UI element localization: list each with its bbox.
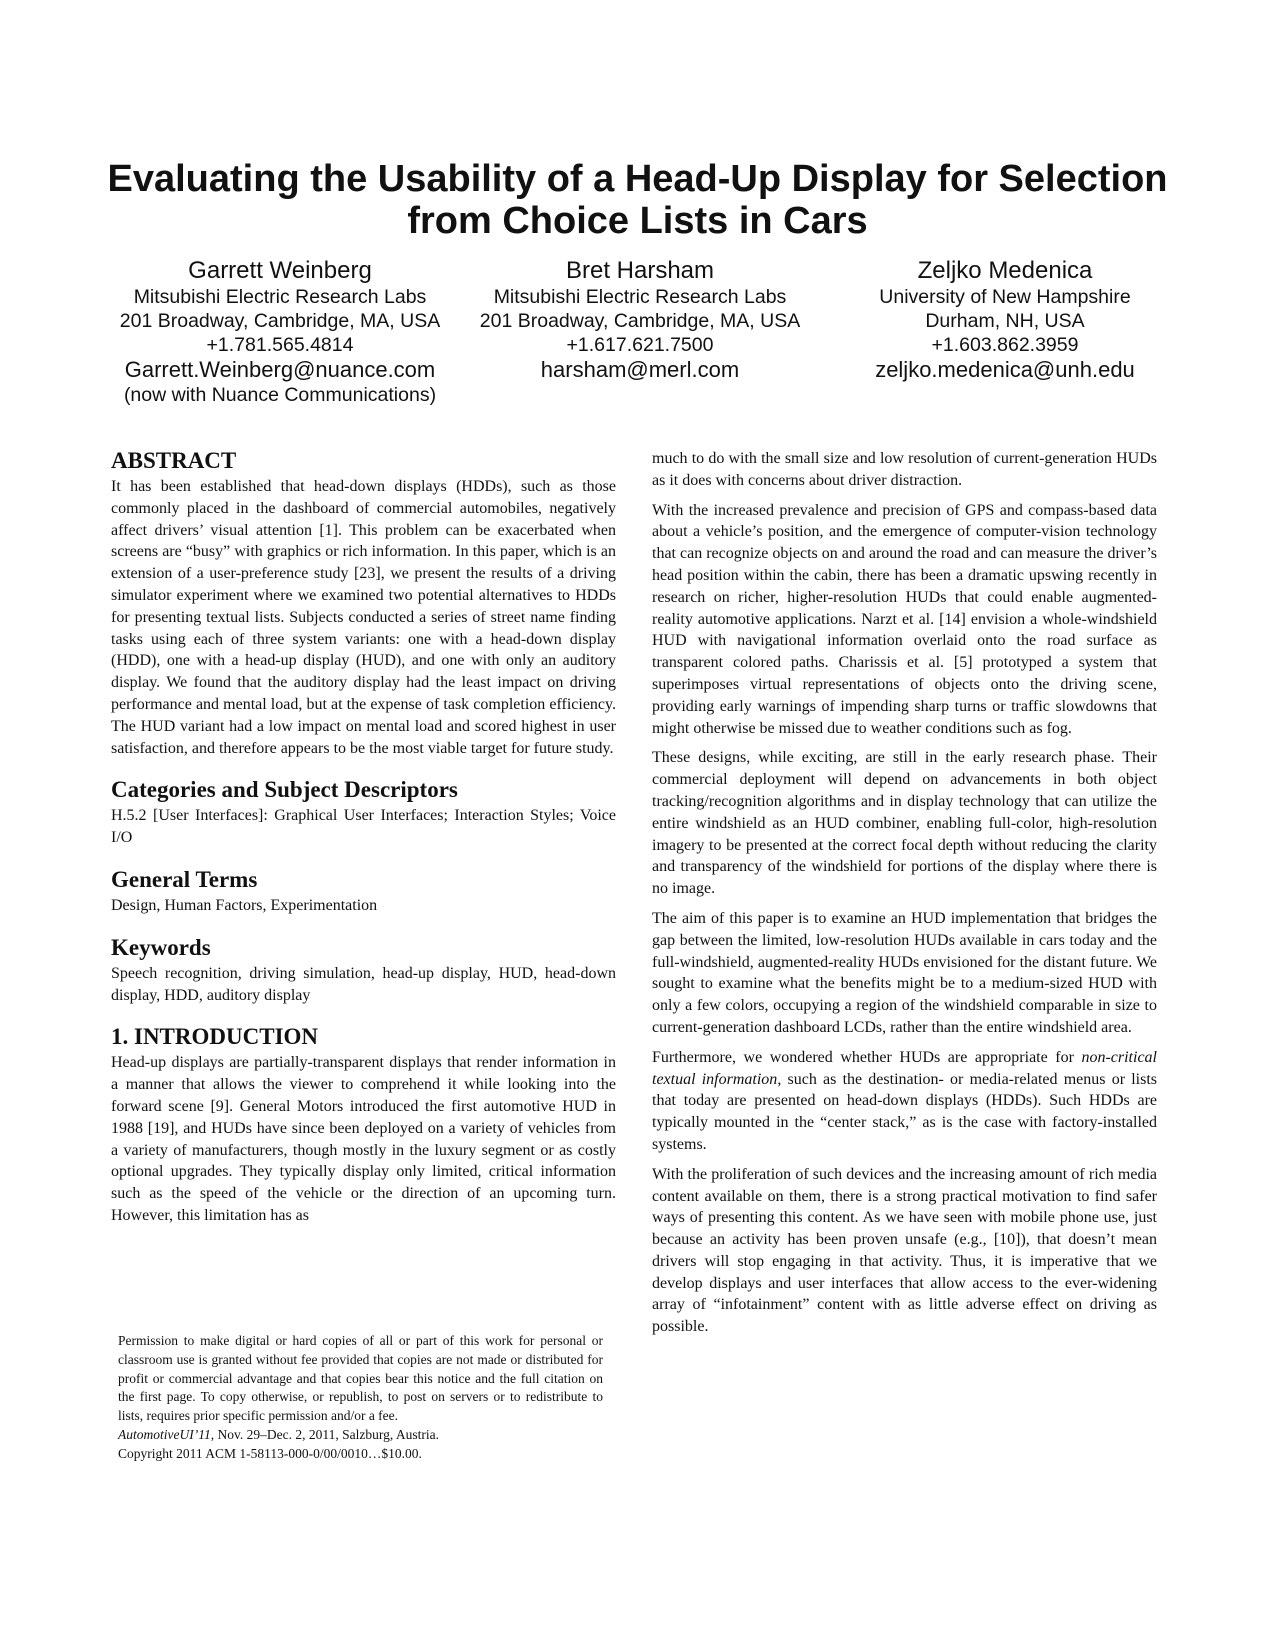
author-address: 201 Broadway, Cambridge, MA, USA [119, 310, 441, 332]
author-name: Garrett Weinberg [188, 257, 372, 284]
author-email: zeljko.medenica@unh.edu [875, 357, 1135, 382]
general-terms-text: Design, Human Factors, Experimentation [111, 896, 378, 914]
intro-paragraph: With the increased prevalence and precision of GPS and compass-based data about a vehicle’s position, and the emergence of computer-vision technology that can recognize objects on and around the road and can measure the driver’s head position within the cabin, there has been a dramatic upswing recently in research on richer, higher-resolution HUDs that could enable augmented-reality automotive applications. Narzt et al. [14] envision a whole-windshield HUD with navigational information overlaid onto the road surface as transparent colored paths. Charissis et al. [5] prototyped a system that superimposes virtual representations of objects onto the driving scene, providing early warnings of impending sharp turns or traffic slowdowns that might otherwise be missed due to weather conditions such as fog. [652, 501, 1157, 737]
paragraph-text: Furthermore, we wondered whether HUDs are appropriate for [652, 1048, 1082, 1066]
author-phone: +1.617.621.7500 [566, 334, 714, 356]
keywords-text: Speech recognition, driving simulation, head-up display, HUD, head-down display, HDD, auditory display [111, 964, 616, 1004]
author-block-medenica [840, 257, 1170, 383]
paper-title [60, 158, 1215, 242]
right-column [652, 448, 1157, 1346]
paper-title-line-1: Evaluating the Usability of a Head-Up Display for Selection [107, 158, 1168, 200]
general-terms-heading: General Terms [111, 866, 258, 892]
author-email: harsham@merl.com [540, 357, 740, 382]
intro-paragraph: The aim of this paper is to examine an HUD implementation that bridges the gap between the limited, low-resolution HUDs available in cars today and the full-windshield, augmented-reality HUDs envisioned for the distant future. We sought to examine what the benefits might be to a medium-sized HUD with only a few colors, occupying a region of the windshield comparable in size to current-generation dashboard LCDs, rather than the entire windshield area. [652, 909, 1157, 1036]
author-affiliation: Mitsubishi Electric Research Labs [493, 286, 787, 308]
author-address: Durham, NH, USA [925, 310, 1085, 332]
copyright-line: Copyright 2011 ACM 1-58113-000-0/00/0010…$10.00. [118, 1445, 422, 1461]
author-block-harsham [465, 257, 815, 383]
permission-footnote [118, 1332, 603, 1464]
venue-details: , Nov. 29–Dec. 2, 2011, Salzburg, Austria. [210, 1426, 439, 1442]
intro-paragraph: With the proliferation of such devices and the increasing amount of rich media content available on them, there is a strong practical motivation to find safer ways of presenting this content. As we have seen with mobile phone use, just because an activity has been proven unsafe (e.g., [10]), that doesn’t mean drivers will stop engaging in that activity. Thus, it is imperative that we develop displays and user interfaces that allow access to the ever-widening array of “infotainment” content with as little adverse effect on driving as possible. [652, 1165, 1157, 1336]
emphasized-text: non-critical textual information [652, 1048, 1157, 1088]
keywords-heading: Keywords [111, 934, 211, 960]
author-email: Garrett.Weinberg@nuance.com [124, 357, 436, 382]
author-block-weinberg [100, 257, 460, 407]
intro-paragraph [652, 1047, 1157, 1156]
author-affiliation: University of New Hampshire [879, 286, 1131, 308]
left-column [111, 448, 616, 1235]
venue-line [118, 1426, 603, 1445]
introduction-heading: 1. INTRODUCTION [111, 1024, 319, 1050]
author-name: Zeljko Medenica [917, 257, 1093, 284]
author-name: Bret Harsham [565, 257, 715, 284]
categories-heading: Categories and Subject Descriptors [111, 777, 458, 803]
author-address: 201 Broadway, Cambridge, MA, USA [479, 310, 801, 332]
abstract-heading: ABSTRACT [111, 448, 237, 473]
author-note: (now with Nuance Communications) [123, 384, 437, 406]
author-phone: +1.603.862.3959 [931, 334, 1079, 356]
introduction-text: Head-up displays are partially-transparent displays that render information in a manner that allows the viewer to comprehend it while looking into the forward scene [9]. General Motors introduced the first automotive HUD in 1988 [19], and HUDs have since been deployed on a variety of vehicles from a variety of manufacturers, though mostly in the luxury segment or as costly optional upgrades. They typically display only limited, critical information such as the speed of the vehicle or the direction of an upcoming turn. However, this limitation has as [111, 1054, 616, 1224]
intro-paragraph: much to do with the small size and low resolution of current-generation HUDs as it does with concerns about driver distraction. [652, 450, 1157, 489]
permission-text: Permission to make digital or hard copies of all or part of this work for personal or classroom use is granted without fee provided that copies are not made or distributed for profit or commercial advantage and that copies bear this notice and the full citation on the first page. To copy otherwise, or republish, to post on servers or to redistribute to lists, requires prior specific permission and/or a fee. [118, 1333, 603, 1424]
paragraph-text: , such as the destination- or media-related menus or lists that today are presented on head-down displays (HDDs). Such HDDs are typically mounted in the “center stack,” as is the case with factory-installed systems. [652, 1070, 1158, 1153]
categories-text: H.5.2 [User Interfaces]: Graphical User Interfaces; Interaction Styles; Voice I/O [111, 807, 616, 847]
author-affiliation: Mitsubishi Electric Research Labs [133, 286, 427, 308]
venue-name: AutomotiveUI’11 [118, 1426, 211, 1442]
intro-paragraph: These designs, while exciting, are still in the early research phase. Their commercial deployment will depend on advancements in both object tracking/recognition algorithms and in display technology that can utilize the entire windshield as an HUD combiner, enabling full-color, high-resolution imagery to be presented at the correct focal depth without reducing the clarity and transparency of the windshield for portions of the display where there is no image. [652, 749, 1157, 898]
abstract-text: It has been established that head-down displays (HDDs), such as those commonly placed in the dashboard of commercial automobiles, negatively affect drivers’ visual attention [1]. This problem can be exacerbated when screens are “busy” with graphics or rich information. In this paper, which is an extension of a user-preference study [23], we present the results of a driving simulator experiment where we examined two potential alternatives to HDDs for presenting textual lists. Subjects conducted a series of street name finding tasks using each of three system variants: one with a head-down display (HDD), one with a head-up display (HUD), and one with only an auditory display. We found that the auditory display had the least impact on driving performance and mental load, but at the expense of task completion efficiency. The HUD variant had a low impact on mental load and scored highest in user satisfaction, and therefore appears to be the most viable target for future study. [111, 478, 616, 757]
author-phone: +1.781.565.4814 [206, 334, 354, 356]
paper-title-line-2: from Choice Lists in Cars [407, 200, 868, 242]
